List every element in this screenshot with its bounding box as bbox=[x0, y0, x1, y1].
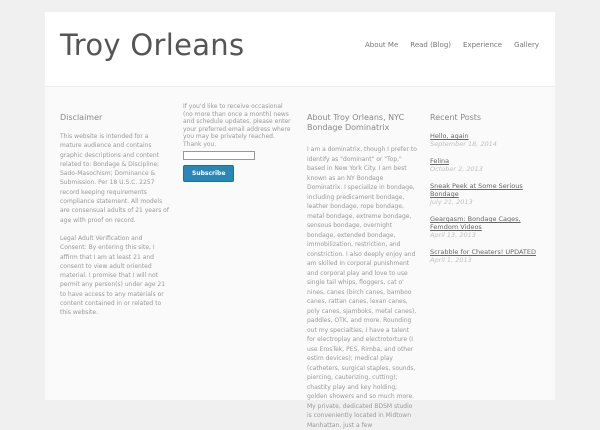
subscribe-widget bbox=[183, 103, 293, 182]
disclaimer-widget bbox=[60, 113, 170, 318]
recent-posts-title: Recent Posts bbox=[430, 113, 482, 122]
recent-posts-list bbox=[430, 132, 540, 265]
post-link[interactable]: Felina bbox=[430, 157, 450, 165]
page-container bbox=[45, 12, 555, 429]
site-title[interactable]: Troy Orleans bbox=[60, 28, 245, 62]
nav-item-about-me[interactable]: About Me bbox=[364, 41, 399, 49]
about-title: About Troy Orleans, NYC Bondage Dominatrix bbox=[307, 113, 405, 132]
nav-item-experience[interactable]: Experience bbox=[463, 41, 503, 49]
footer-widgets bbox=[45, 87, 555, 429]
post-link[interactable]: Scrabble for Cheaters! UPDATED bbox=[430, 248, 536, 256]
disclaimer-title: Disclaimer bbox=[60, 113, 103, 122]
about-widget bbox=[307, 113, 417, 430]
list-item bbox=[430, 157, 540, 174]
disclaimer-paragraph-1: This website is intended for a mature audience and contains graphic descriptions and content related to: Bondage & Discipline; Sado-Masochism; Dominance & Submission. Per 18 U.S.C. 2257 record keeping requirements compliance statement. All models are consensual adults of 21 years of age with proof on record. bbox=[60, 133, 169, 224]
site-header bbox=[45, 12, 555, 87]
list-item bbox=[430, 215, 540, 240]
list-item bbox=[430, 182, 540, 207]
post-date: October 2, 2013 bbox=[430, 165, 483, 173]
post-date: July 21, 2013 bbox=[430, 198, 473, 206]
post-date: April 13, 2013 bbox=[430, 231, 476, 239]
nav-item-gallery[interactable]: Gallery bbox=[514, 41, 539, 49]
subscribe-description: If you'd like to receive occasional (no more than once a month) news and schedule updates, please enter your preferred email address where you may be privately reached. Thank you. bbox=[183, 103, 291, 148]
post-link[interactable]: Hello, again bbox=[430, 132, 469, 140]
recent-posts-widget bbox=[430, 113, 540, 273]
main-nav bbox=[365, 41, 539, 49]
about-text: I am a dominatrix, though I prefer to identify as "dominant" or "Top," based in New York City. I am best known as an NY Bondage Dominatrix. I specialize in bondage, including predicament bondage, leather bondage, rope bondage, metal bondage, extreme bondage, sensous bondage, overnight bondage, extended bondage, immobilization, restriction, and constriction. I also deeply enjoy and am skilled in corporal punishment and corporal play and love to use single tail whips, floggers, cat o' nines, canes (birch canes, bamboo canes, rattan canes, lexan canes, poly canes, sjamboks, metal canes), paddles, OTK, and more. Rounding out my specialties, I have a talent for electroplay and electrotorture (I use ErosTek, PES, Rimba, and other estim devices); medical play (catheters, surgical staples, sounds, piercing, cauterizing, cutting); chastity play and key holding; golden showers and so much more. My private, dedicated BDSM studio is conveniently located in Midtown Manhattan, just a few bbox=[307, 146, 417, 429]
nav-item-read-blog[interactable]: Read (Blog) bbox=[410, 41, 452, 49]
post-link[interactable]: Geargasm: Bondage Cages, Femdom Videos bbox=[430, 215, 521, 231]
post-date: April 1, 2013 bbox=[430, 256, 472, 264]
subscribe-button[interactable]: Subscribe bbox=[183, 165, 234, 182]
disclaimer-paragraph-2: Legal Adult Verification and Consent: By entering this site, I affirm that I am at least 21 and consent to view adult oriented material. I promise that I will not permit any person(s) under age 21 to have access to any materials or content contained in or related to this website. bbox=[60, 234, 166, 317]
list-item bbox=[430, 248, 540, 265]
email-input[interactable] bbox=[183, 151, 255, 160]
post-date: September 18, 2014 bbox=[430, 140, 497, 148]
post-link[interactable]: Sneak Peek at Some Serious Bondage bbox=[430, 182, 523, 198]
list-item bbox=[430, 132, 540, 149]
